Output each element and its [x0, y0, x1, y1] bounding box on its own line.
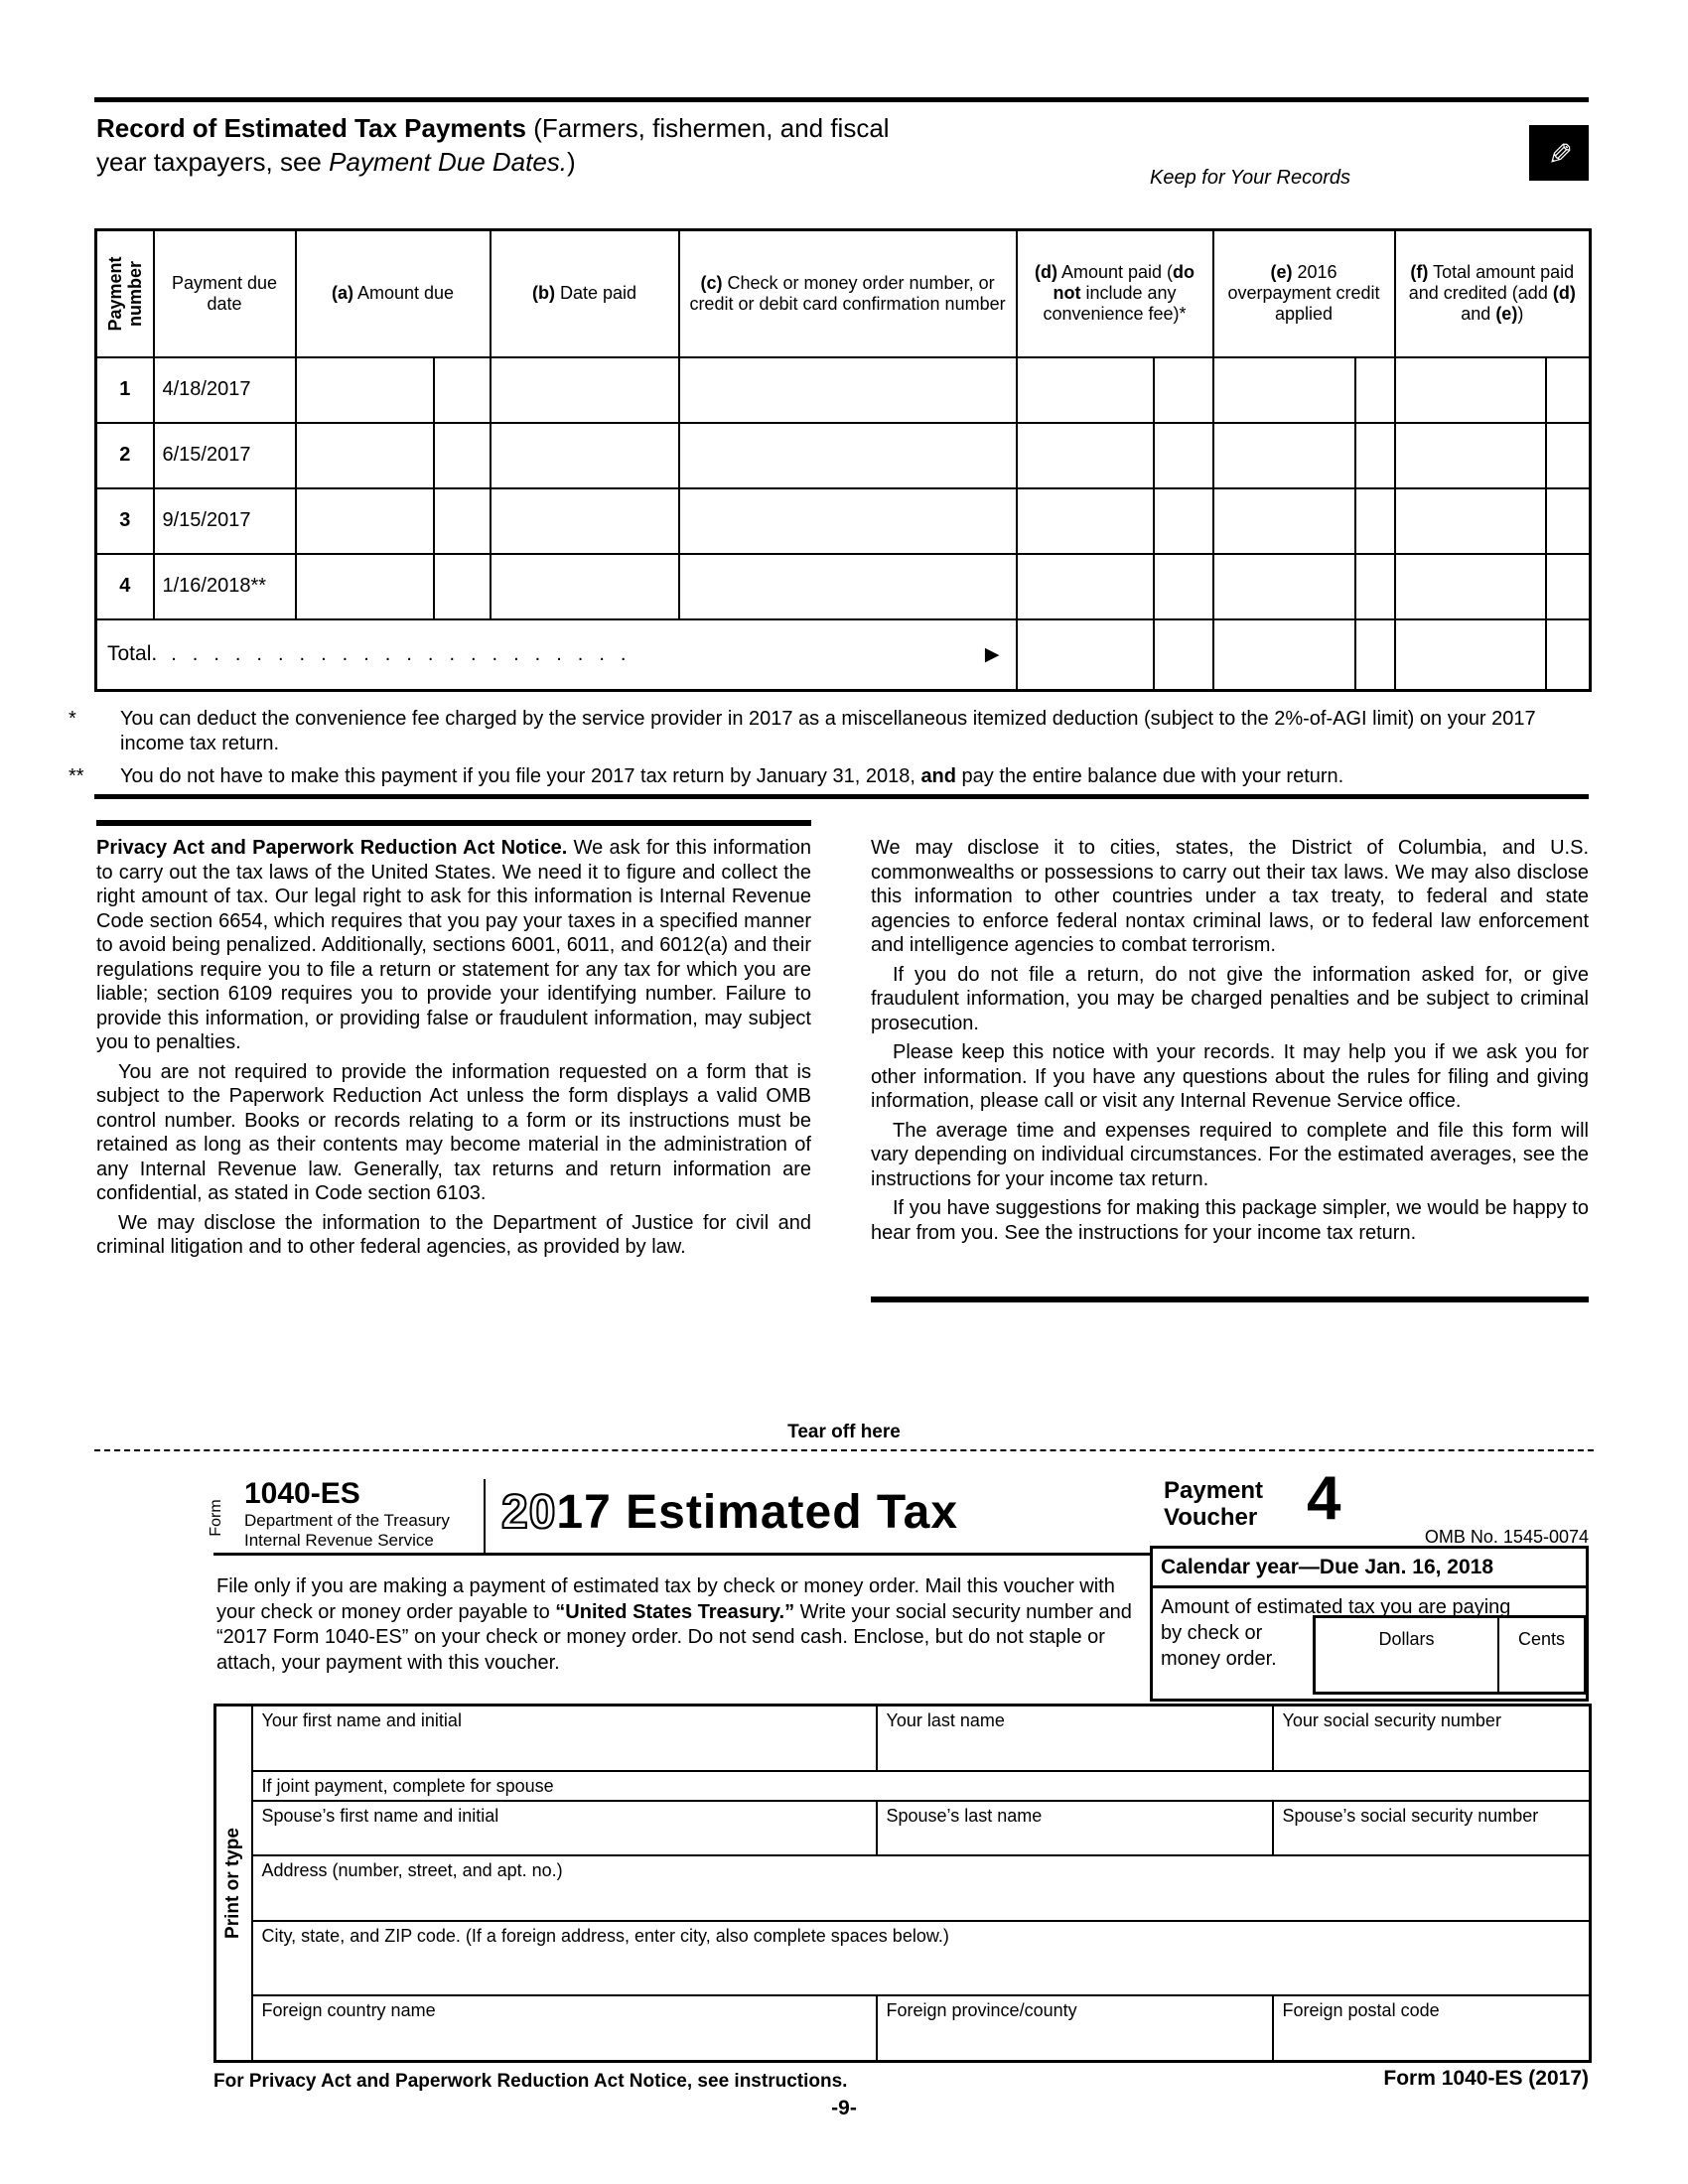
section-title-rest: (Farmers, fishermen, and fiscal	[526, 113, 890, 143]
city-state-zip-field[interactable]: City, state, and ZIP code. (If a foreign address, enter city, also complete spaces below.)	[252, 1921, 1591, 1995]
inst-text-2: Write your social security number and “2017 Form 1040-ES” on your check or money order. Do not send cash. Enclose, but do not staple or attach, your payment with this voucher.	[216, 1600, 1132, 1674]
total-dot-leader: ......................	[171, 642, 642, 665]
footnote-2-mark: **	[69, 765, 84, 787]
row-3-amount-paid-cents-cell[interactable]	[1154, 488, 1213, 554]
first-name-field[interactable]: Your first name and initial	[252, 1706, 877, 1771]
privacy-left-top-bar	[96, 820, 811, 826]
voucher-title	[501, 1485, 958, 1540]
tear-off-dashed-line	[94, 1449, 1594, 1451]
print-or-type-text: Print or type	[222, 1828, 244, 1939]
row-4-due-date: 1/16/2018**	[154, 554, 296, 619]
privacy-paragraph-6: Please keep this notice with your records. It may help you if we ask you for other information. If you have any questions about the rules for filing and giving information, please call or visit any Internal Revenue Service office.	[871, 1041, 1589, 1112]
privacy-left-column	[96, 836, 811, 1260]
col-b-tag: (b)	[531, 283, 555, 304]
section-divider-rule	[94, 794, 1589, 799]
row-3-overpayment-cell[interactable]	[1213, 488, 1355, 554]
row-3-date-paid-cell[interactable]	[491, 488, 679, 554]
section-title-line2-close: )	[567, 147, 576, 177]
total-label-cell	[96, 619, 1017, 691]
total-amount-paid-cents-cell[interactable]	[1154, 619, 1213, 691]
col-e-tag: (e)	[1270, 262, 1293, 283]
col-header-b	[491, 230, 679, 357]
row-3-total-cents-cell[interactable]	[1546, 488, 1591, 554]
payment-row-2	[96, 423, 1591, 488]
col-d-tag: (d)	[1034, 262, 1057, 283]
row-4-overpayment-cell[interactable]	[1213, 554, 1355, 619]
col-d-t1: Amount paid (	[1056, 262, 1174, 283]
row-1-amount-paid-cents-cell[interactable]	[1154, 357, 1213, 423]
payment-number-label-2: number	[124, 260, 145, 327]
privacy-heading: Privacy Act and Paperwork Reduction Act Notice.	[96, 837, 568, 859]
privacy-paragraph-8: If you have suggestions for making this package simpler, we would be happy to hear from you. See the instructions for your income tax return.	[871, 1197, 1589, 1244]
row-4-total-cents-cell[interactable]	[1546, 554, 1591, 619]
row-1-total-cents-cell[interactable]	[1546, 357, 1591, 423]
section-title-line2-italic: Payment Due Dates.	[329, 147, 568, 177]
address-field[interactable]: Address (number, street, and apt. no.)	[252, 1855, 1591, 1921]
col-e-text: 2016 overpayment credit applied	[1227, 262, 1380, 325]
privacy-paragraph-2: You are not required to provide the information requested on a form that is subject to the Paperwork Reduction Act unless the form displays a valid OMB control number. Books or records relating to a form or its instructions must be retained as long as their contents may become material in the administration of any Internal Revenue law. Generally, tax returns and return information are confidential, as stated in Code section 6103.	[96, 1060, 811, 1204]
row-3-confirmation-cell[interactable]	[679, 488, 1017, 554]
footnote-1-mark: *	[69, 708, 76, 730]
section-title-line2	[96, 145, 1089, 179]
row-3-amount-due-cell[interactable]	[296, 488, 434, 554]
keep-for-records-label: Keep for Your Records	[1150, 167, 1350, 189]
row-2-confirmation-cell[interactable]	[679, 423, 1017, 488]
row-3-due-date: 9/15/2017	[154, 488, 296, 554]
footnote-convenience-fee	[69, 707, 1589, 756]
section-title-line2-pre: year taxpayers, see	[96, 147, 330, 177]
row-4-number: 4	[96, 554, 154, 619]
voucher-title-text: Estimated Tax	[611, 1486, 959, 1539]
joint-payment-band: If joint payment, complete for spouse	[252, 1771, 1591, 1801]
col-header-payment-number	[96, 230, 154, 357]
row-1-due-date: 4/18/2017	[154, 357, 296, 423]
row-4-total-cell[interactable]	[1395, 554, 1546, 619]
col-a-text: Amount due	[352, 283, 455, 304]
footnote-2-bold: and	[920, 765, 956, 787]
total-arrow-icon: ▶	[984, 643, 1000, 665]
row-2-amount-due-cents-cell[interactable]	[434, 423, 491, 488]
section-title-line1	[96, 111, 1089, 145]
section-title-bold: Record of Estimated Tax Payments	[96, 113, 526, 143]
year-outline: 20	[501, 1486, 557, 1539]
amount-box	[1150, 1588, 1589, 1702]
spouse-first-name-field[interactable]: Spouse’s first name and initial	[252, 1801, 877, 1855]
year-solid: 17	[556, 1486, 612, 1539]
total-overpayment-cents-cell[interactable]	[1355, 619, 1395, 691]
cents-input[interactable]: Cents	[1517, 1629, 1566, 1649]
privacy-paragraph-4: We may disclose it to cities, states, the District of Columbia, and U.S. commonwealths or possessions to carry out their tax laws. We may also disclose this information to other countries under a tax treaty, to federal and state agencies to enforce federal nontax criminal laws, or to federal law enforcement and intelligence agencies to combat terrorism.	[871, 837, 1589, 956]
col-header-a	[296, 230, 491, 357]
payment-voucher-label	[1164, 1477, 1263, 1531]
row-3-overpayment-cents-cell[interactable]	[1355, 488, 1395, 554]
row-3-total-cell[interactable]	[1395, 488, 1546, 554]
row-1-overpayment-cell[interactable]	[1213, 357, 1355, 423]
total-overpayment-cell[interactable]	[1213, 619, 1355, 691]
form-number: 1040-ES	[244, 1477, 360, 1510]
payment-row-4	[96, 554, 1591, 619]
row-4-overpayment-cents-cell[interactable]	[1355, 554, 1395, 619]
page-number: -9-	[831, 2097, 857, 2119]
col-f-b1: (d)	[1552, 283, 1576, 304]
privacy-right-bottom-bar	[871, 1297, 1589, 1302]
ssn-field[interactable]: Your social security number	[1273, 1706, 1591, 1771]
dept-line-2: Internal Revenue Service	[244, 1531, 434, 1550]
foreign-country-field[interactable]: Foreign country name	[252, 1995, 877, 2062]
section-title	[96, 111, 1089, 179]
department-block	[244, 1511, 450, 1551]
privacy-paragraph-7: The average time and expenses required to complete and file this form will vary depending on individual circumstances. For the estimated averages, see the instructions for your income tax return.	[871, 1119, 1589, 1190]
privacy-p1: We ask for this information to carry out the tax laws of the United States. We need it to figure and collect the right amount of tax. Our legal right to ask for this information is Internal Revenue Code section 6654, which requires that you pay your taxes in a specified manner to avoid being penalized. Additionally, sections 6001, 6011, and 6012(a) and their regulations require you to file a return or statement for any tax for which you are liable; section 6109 requires you to provide your identifying number. Failure to provide this information, or providing false or fraudulent information, may subject you to penalties.	[96, 837, 811, 1053]
pencil-icon: ✎	[1542, 140, 1576, 166]
dollars-cents-box	[1313, 1615, 1587, 1695]
row-4-amount-paid-cents-cell[interactable]	[1154, 554, 1213, 619]
row-2-due-date: 6/15/2017	[154, 423, 296, 488]
row-2-amount-due-cell[interactable]	[296, 423, 434, 488]
col-header-e	[1213, 230, 1395, 357]
row-1-amount-due-cell[interactable]	[296, 357, 434, 423]
last-name-field[interactable]: Your last name	[877, 1706, 1273, 1771]
spouse-ssn-field[interactable]: Spouse’s social security number	[1273, 1801, 1591, 1855]
row-1-overpayment-cents-cell[interactable]	[1355, 357, 1395, 423]
row-1-amount-paid-cell[interactable]	[1017, 357, 1154, 423]
col-header-f	[1395, 230, 1591, 357]
col-header-due-date: Payment due date	[154, 230, 296, 357]
print-or-type-label	[215, 1706, 252, 2062]
voucher-header-divider	[484, 1479, 486, 1555]
row-2-amount-paid-cell[interactable]	[1017, 423, 1154, 488]
calendar-year-box: Calendar year—Due Jan. 16, 2018	[1150, 1546, 1589, 1588]
voucher-number: 4	[1307, 1464, 1341, 1533]
col-c-text: Check or money order number, or credit or debit card confirmation number	[689, 272, 1006, 314]
row-1-number: 1	[96, 357, 154, 423]
row-2-overpayment-cents-cell[interactable]	[1355, 423, 1395, 488]
form-label-text: Form	[208, 1499, 224, 1537]
voucher-instructions	[216, 1574, 1135, 1676]
total-amount-paid-cell[interactable]	[1017, 619, 1154, 691]
spouse-last-name-field[interactable]: Spouse’s last name	[877, 1801, 1273, 1855]
payment-label-line2: Voucher	[1164, 1504, 1258, 1531]
privacy-paragraph-3: We may disclose the information to the Department of Justice for civil and criminal litigation and to other federal agencies, as provided by law.	[96, 1211, 811, 1258]
col-header-c	[679, 230, 1017, 357]
col-b-text: Date paid	[554, 283, 637, 304]
row-3-number: 3	[96, 488, 154, 554]
footer-form-id: Form 1040-ES (2017)	[1383, 2067, 1589, 2090]
keep-records-box	[1529, 125, 1589, 181]
voucher-fields-table	[213, 1704, 1592, 2063]
row-3-amount-paid-cell[interactable]	[1017, 488, 1154, 554]
col-f-b2: (e)	[1495, 304, 1518, 325]
top-rule	[94, 97, 1589, 102]
form-vertical-label	[207, 1485, 226, 1551]
row-2-total-cell[interactable]	[1395, 423, 1546, 488]
col-f-t1: Total amount paid and credited (add	[1408, 262, 1575, 304]
privacy-right-column	[871, 836, 1589, 1245]
dollars-input[interactable]: Dollars	[1316, 1618, 1499, 1692]
col-header-d	[1017, 230, 1213, 357]
inst-text-1: File only if you are making a payment of estimated tax by check or money order. Mail this voucher with your check or money order payable to	[216, 1575, 1115, 1623]
col-f-t3: )	[1517, 304, 1524, 325]
row-1-total-cell[interactable]	[1395, 357, 1546, 423]
row-2-total-cents-cell[interactable]	[1546, 423, 1591, 488]
inst-bold: “United States Treasury.”	[555, 1600, 795, 1623]
amount-line-2: by check or	[1161, 1622, 1263, 1644]
omb-number: OMB No. 1545-0074	[1424, 1527, 1589, 1547]
payment-number-label-1: Payment	[104, 256, 125, 332]
footer-notice: For Privacy Act and Paperwork Reduction Act Notice, see instructions.	[213, 2071, 848, 2092]
foreign-postal-field[interactable]: Foreign postal code	[1273, 1995, 1591, 2062]
col-c-tag: (c)	[700, 272, 723, 293]
footnote-2-text-1: You do not have to make this payment if you file your 2017 tax return by January 31, 2018,	[120, 765, 921, 787]
estimated-payments-table	[94, 228, 1592, 692]
total-total-cents-cell[interactable]	[1546, 619, 1591, 691]
row-1-date-paid-cell[interactable]	[491, 357, 679, 423]
row-1-amount-due-cents-cell[interactable]	[434, 357, 491, 423]
col-f-tag: (f)	[1410, 262, 1429, 283]
col-a-tag: (a)	[331, 283, 353, 304]
row-2-amount-paid-cents-cell[interactable]	[1154, 423, 1213, 488]
col-d-bold: do not	[1053, 262, 1196, 304]
row-4-date-paid-cell[interactable]	[491, 554, 679, 619]
footnote-1-text: You can deduct the convenience fee charged by the service provider in 2017 as a miscellaneous itemized deduction (subject to the 2%-of-AGI limit) on your 2017 income tax return.	[120, 708, 1536, 754]
tear-off-label: Tear off here	[787, 1422, 901, 1442]
privacy-paragraph-1	[96, 836, 811, 1055]
dept-line-1: Department of the Treasury	[244, 1511, 450, 1530]
footnote-2-text-2: pay the entire balance due with your return.	[956, 765, 1344, 787]
row-4-confirmation-cell[interactable]	[679, 554, 1017, 619]
col-d-t2: include any convenience fee)*	[1043, 283, 1187, 325]
row-1-confirmation-cell[interactable]	[679, 357, 1017, 423]
payment-label-line1: Payment	[1164, 1477, 1264, 1504]
row-4-amount-due-cell[interactable]	[296, 554, 434, 619]
row-2-date-paid-cell[interactable]	[491, 423, 679, 488]
foreign-province-field[interactable]: Foreign province/county	[877, 1995, 1273, 2062]
amount-line-1: Amount of estimated tax you are paying	[1161, 1596, 1511, 1618]
total-label: Total.	[107, 642, 158, 666]
privacy-paragraph-5: If you do not file a return, do not give the information asked for, or give fraudulent information, you may be charged penalties and be subject to criminal prosecution.	[871, 963, 1589, 1034]
row-2-overpayment-cell[interactable]	[1213, 423, 1355, 488]
row-4-amount-paid-cell[interactable]	[1017, 554, 1154, 619]
row-4-amount-due-cents-cell[interactable]	[434, 554, 491, 619]
row-3-amount-due-cents-cell[interactable]	[434, 488, 491, 554]
amount-line-3: money order.	[1161, 1648, 1277, 1670]
total-total-cell[interactable]	[1395, 619, 1546, 691]
payment-row-1	[96, 357, 1591, 423]
col-f-t2: and	[1461, 304, 1496, 325]
footnote-jan31	[69, 764, 1589, 789]
row-2-number: 2	[96, 423, 154, 488]
total-row	[96, 619, 1591, 691]
voucher-header-rule	[213, 1553, 1150, 1556]
payment-row-3	[96, 488, 1591, 554]
